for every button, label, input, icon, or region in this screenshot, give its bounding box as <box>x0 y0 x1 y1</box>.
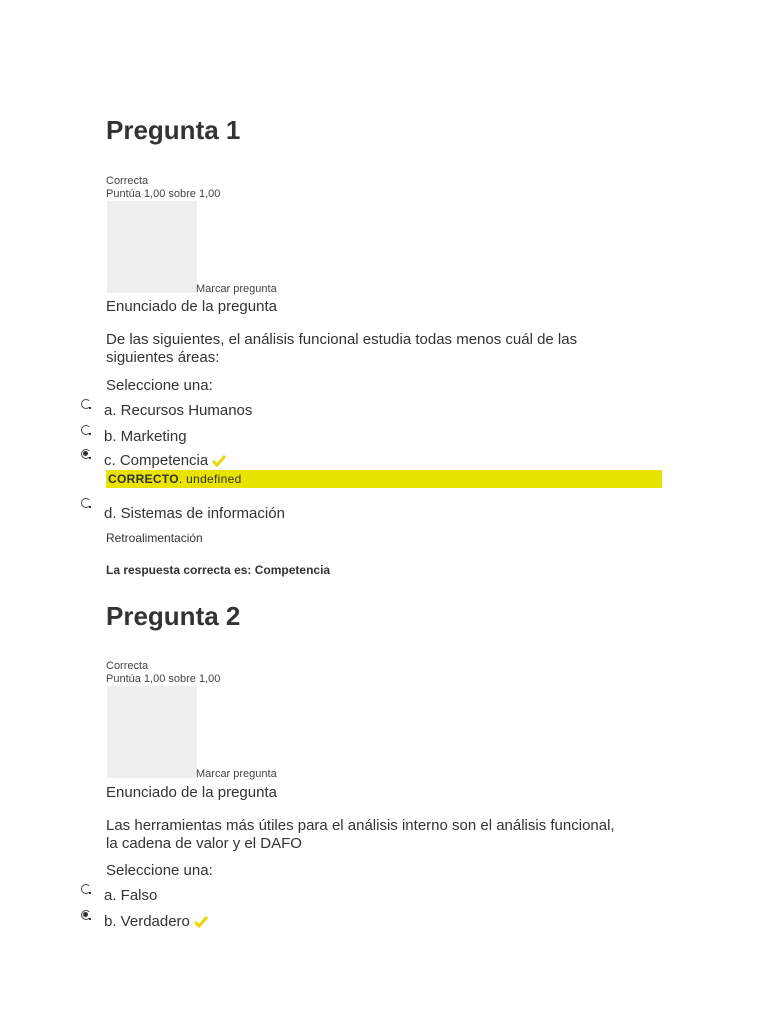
question-1-text-line2: siguientes áreas: <box>106 349 220 366</box>
question-2-option-a[interactable]: a. Falso <box>104 887 158 904</box>
question-1-title: Pregunta 1 <box>106 115 241 145</box>
question-2-text-line1: Las herramientas más útiles para el análisis interno son el análisis funcional, <box>106 817 615 834</box>
feedback-banner-detail: . undefined <box>178 472 242 486</box>
question-2-radio-a[interactable] <box>80 883 94 897</box>
question-1-state: Correcta <box>106 175 149 187</box>
feedback-banner <box>106 470 662 488</box>
question-2-prompt: Seleccione una: <box>106 862 213 879</box>
question-1-option-c[interactable]: c. Competencia <box>104 452 209 469</box>
question-2-title: Pregunta 2 <box>106 601 241 631</box>
question-2-text-line2: la cadena de valor y el DAFO <box>106 835 302 852</box>
question-1-radio-d[interactable] <box>80 497 94 511</box>
question-1-radio-a[interactable] <box>80 398 94 412</box>
question-1-prompt: Seleccione una: <box>106 377 213 394</box>
question-2-radio-b-selected[interactable] <box>80 909 94 923</box>
question-2-option-b[interactable]: b. Verdadero <box>104 913 190 930</box>
question-1-radio-b[interactable] <box>80 424 94 438</box>
question-1-grade: Puntúa 1,00 sobre 1,00 <box>106 188 221 200</box>
question-1-option-d[interactable]: d. Sistemas de información <box>104 505 285 522</box>
check-icon <box>212 455 226 467</box>
question-2-flag-label[interactable]: Marcar pregunta <box>196 768 277 780</box>
feedback-banner-status: CORRECTO <box>108 472 179 486</box>
question-1-option-c-row[interactable] <box>104 452 226 470</box>
question-2-state: Correcta <box>106 660 149 672</box>
question-1-statement-label: Enunciado de la pregunta <box>106 298 277 315</box>
question-1-option-b[interactable]: b. Marketing <box>104 428 187 445</box>
check-icon <box>194 916 208 928</box>
question-2-statement-label: Enunciado de la pregunta <box>106 784 277 801</box>
question-1-flag-image[interactable] <box>107 201 197 293</box>
feedback-title: Retroalimentación <box>106 531 203 545</box>
correct-answer: La respuesta correcta es: Competencia <box>106 563 331 577</box>
question-1-text-line1: De las siguientes, el análisis funcional estudia todas menos cuál de las <box>106 331 578 348</box>
question-1-radio-c-selected[interactable] <box>80 448 94 462</box>
question-2-flag-image[interactable] <box>107 686 197 778</box>
question-1-option-a[interactable]: a. Recursos Humanos <box>104 402 253 419</box>
question-2-option-b-row[interactable] <box>104 913 208 931</box>
question-2-grade: Puntúa 1,00 sobre 1,00 <box>106 673 221 685</box>
question-1-flag-label[interactable]: Marcar pregunta <box>196 283 277 295</box>
